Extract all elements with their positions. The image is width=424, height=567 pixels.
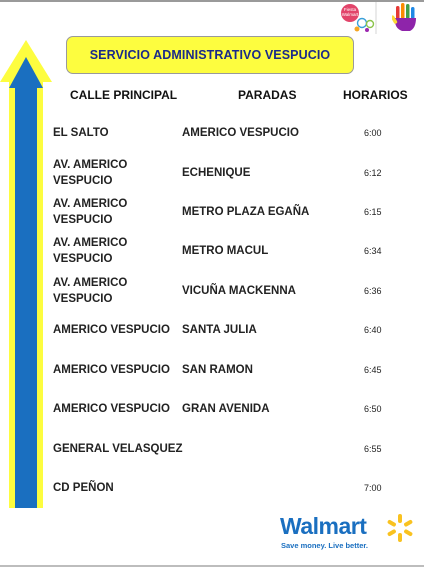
cell-parada: SANTA JULIA <box>182 324 257 336</box>
cell-calle: AV. AMERICO VESPUCIO <box>53 277 128 305</box>
column-header-horarios: HORARIOS <box>343 88 408 102</box>
walmart-wordmark: Walmart <box>280 513 367 539</box>
table-row <box>0 153 424 193</box>
cell-parada: VICUÑA MACKENNA <box>182 285 296 297</box>
cell-calle: CD PEÑON <box>53 482 114 494</box>
cell-parada <box>182 429 342 469</box>
column-header-calle: CALLE PRINCIPAL <box>70 88 178 102</box>
table-row <box>0 310 424 350</box>
walmart-logo <box>280 513 420 553</box>
table-row <box>0 113 424 153</box>
cell-calle: EL SALTO <box>53 127 109 139</box>
walmart-spark-icon <box>385 513 415 543</box>
hand-logo-icon <box>392 3 420 33</box>
table-row <box>0 468 424 508</box>
cell-calle: AV. AMERICO VESPUCIO <box>53 159 128 187</box>
cell-hora: 6:36 <box>364 286 382 296</box>
table-row <box>0 192 424 232</box>
cell-hora: 7:00 <box>364 483 382 493</box>
svg-text:Walmart: Walmart <box>341 12 359 17</box>
festival-logo-icon <box>338 2 378 34</box>
cell-parada: GRAN AVENIDA <box>182 403 270 415</box>
cell-hora: 6:40 <box>364 325 382 335</box>
cell-hora: 6:45 <box>364 365 382 375</box>
cell-parada: AMERICO VESPUCIO <box>182 127 299 139</box>
cell-parada: METRO MACUL <box>182 245 269 257</box>
walmart-tagline: Save money. Live better. <box>281 541 368 550</box>
cell-parada: ECHENIQUE <box>182 167 251 179</box>
cell-hora: 6:55 <box>364 444 382 454</box>
cell-parada: SAN RAMON <box>182 364 253 376</box>
cell-calle: AMERICO VESPUCIO <box>53 403 170 415</box>
column-header-paradas: PARADAS <box>238 88 297 102</box>
cell-calle: GENERAL VELASQUEZ <box>53 443 183 455</box>
cell-hora: 6:12 <box>364 168 382 178</box>
cell-calle: AV. AMERICO VESPUCIO <box>53 198 128 226</box>
cell-hora: 6:50 <box>364 404 382 414</box>
table-row <box>0 271 424 311</box>
cell-calle: AMERICO VESPUCIO <box>53 324 170 336</box>
cell-calle: AMERICO VESPUCIO <box>53 364 170 376</box>
svg-text:Fiesta: Fiesta <box>343 7 357 12</box>
cell-parada <box>182 468 342 508</box>
cell-hora: 6:00 <box>364 128 382 138</box>
page-title: SERVICIO ADMINISTRATIVO VESPUCIO <box>66 36 354 74</box>
cell-hora: 6:15 <box>364 207 382 217</box>
table-row <box>0 429 424 469</box>
table-row <box>0 389 424 429</box>
cell-calle: AV. AMERICO VESPUCIO <box>53 237 128 265</box>
cell-hora: 6:34 <box>364 246 382 256</box>
table-row <box>0 231 424 271</box>
cell-parada: METRO PLAZA EGAÑA <box>182 206 310 218</box>
table-row <box>0 350 424 390</box>
